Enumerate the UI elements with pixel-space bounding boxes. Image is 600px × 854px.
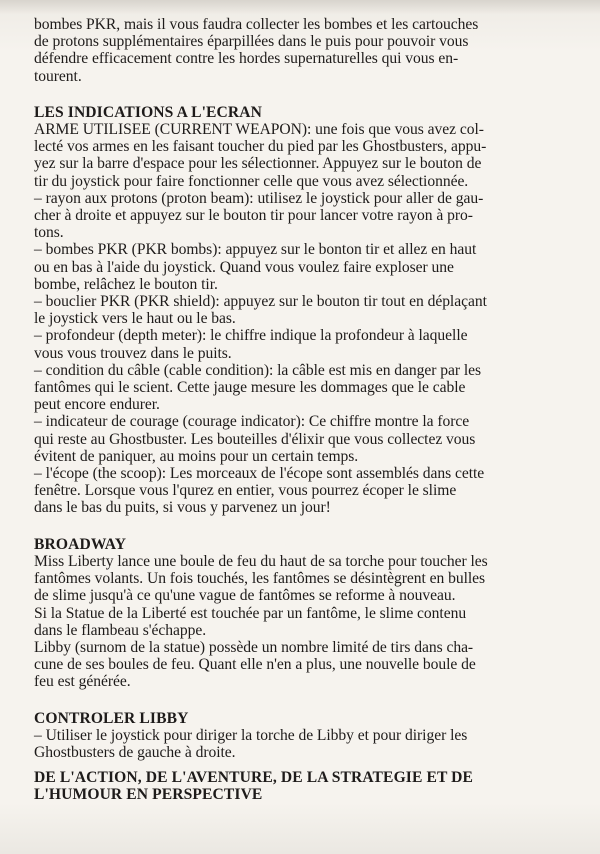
text-line: défendre efficacement contre les hordes supernaturelles qui vous en- xyxy=(34,50,459,68)
text-line: tons. xyxy=(34,224,64,242)
section-heading: CONTROLER LIBBY xyxy=(34,709,189,727)
text-line: dans le flambeau s'échappe. xyxy=(34,621,207,639)
broadway-section xyxy=(34,536,582,691)
text-line: qui reste au Ghostbuster. Les bouteilles d'élixir que vous collectez vous xyxy=(34,430,476,448)
text-line: Miss Liberty lance une boule de feu du haut de sa torche pour toucher les xyxy=(34,552,488,570)
text-line: vous vous trouvez dans le puits. xyxy=(34,344,232,362)
text-line: dans le bas du puits, si vous y parvenez un jour! xyxy=(34,499,331,517)
closing-line: DE L'ACTION, DE L'AVENTURE, DE LA STRATEGIE ET DE xyxy=(34,769,474,787)
closing-line: L'HUMOUR EN PERSPECTIVE xyxy=(34,786,263,804)
text-line: fenêtre. Lorsque vous l'qurez en entier, vous pourrez écoper le slime xyxy=(34,482,457,500)
section-heading: LES INDICATIONS A L'ECRAN xyxy=(34,103,262,121)
text-line: – Utiliser le joystick pour diriger la torche de Libby et pour diriger les xyxy=(34,726,468,744)
intro-paragraph xyxy=(34,16,582,85)
text-line: de protons supplémentaires éparpillées dans le puis pour pouvoir vous xyxy=(34,33,469,51)
text-line: Ghostbusters de gauche à droite. xyxy=(34,743,236,761)
text-line: yez sur la barre d'espace pour les sélectionner. Appuyez sur le bouton de xyxy=(34,155,482,173)
text-line: – profondeur (depth meter): le chiffre indique la profondeur à laquelle xyxy=(34,327,468,345)
indications-section xyxy=(34,104,582,517)
text-line: Libby (surnom de la statue) possède un nombre limité de tirs dans cha- xyxy=(34,638,474,656)
text-line: – condition du câble (cable condition): la câble est mis en danger par les xyxy=(34,361,482,379)
text-line: – rayon aux protons (proton beam): utilisez le joystick pour aller de gau- xyxy=(34,189,484,207)
section-heading: BROADWAY xyxy=(34,535,127,553)
text-line: ARME UTILISEE (CURRENT WEAPON): une fois que vous avez col- xyxy=(34,121,484,139)
controler-section xyxy=(34,710,582,762)
text-line: fantômes qui le scient. Cette jauge mesure les dommages que le cable xyxy=(34,379,466,397)
text-line: cher à droite et appuyez sur le bouton tir pour lancer votre rayon à pro- xyxy=(34,207,473,225)
text-line: ou en bas à l'aide du joystick. Quand vous voulez faire exploser une xyxy=(34,258,454,276)
text-line: tir du joystick pour faire fonctionner celle que vous avez sélectionnée. xyxy=(34,172,469,190)
text-line: le joystick vers le haut ou le bas. xyxy=(34,310,236,328)
closing-headline xyxy=(34,769,582,803)
text-line: lecté vos armes en les faisant toucher du pied par les Ghostbusters, appu- xyxy=(34,138,487,156)
text-line: cune de ses boules de feu. Quant elle n'en a plus, une nouvelle boule de xyxy=(34,656,476,674)
text-line: bombe, relâchez le bouton tir. xyxy=(34,275,218,293)
text-line: bombes PKR, mais il vous faudra collecter les bombes et les cartouches xyxy=(34,16,479,33)
text-line: fantômes volants. Un fois touchés, les fantômes se désintègrent en bulles xyxy=(34,570,486,588)
text-line: – bouclier PKR (PKR shield): appuyez sur le bouton tir tout en déplaçant xyxy=(34,293,487,311)
text-line: – indicateur de courage (courage indicator): Ce chiffre montre la force xyxy=(34,413,470,431)
text-line: de slime jusqu'à ce qu'une vague de fantômes se reforme à nouveau. xyxy=(34,587,456,605)
page-top-shadow xyxy=(0,0,600,14)
text-line: – l'écope (the scoop): Les morceaux de l'écope sont assemblés dans cette xyxy=(34,465,485,483)
text-line: – bombes PKR (PKR bombs): appuyez sur le bonton tir et allez en haut xyxy=(34,241,477,259)
text-line: feu est générée. xyxy=(34,673,131,691)
text-line: peut encore endurer. xyxy=(34,396,160,414)
text-line: évitent de paniquer, au moins pour un certain temps. xyxy=(34,447,359,465)
text-line: tourent. xyxy=(34,67,82,85)
text-line: Si la Statue de la Liberté est touchée par un fantôme, le slime contenu xyxy=(34,604,467,622)
